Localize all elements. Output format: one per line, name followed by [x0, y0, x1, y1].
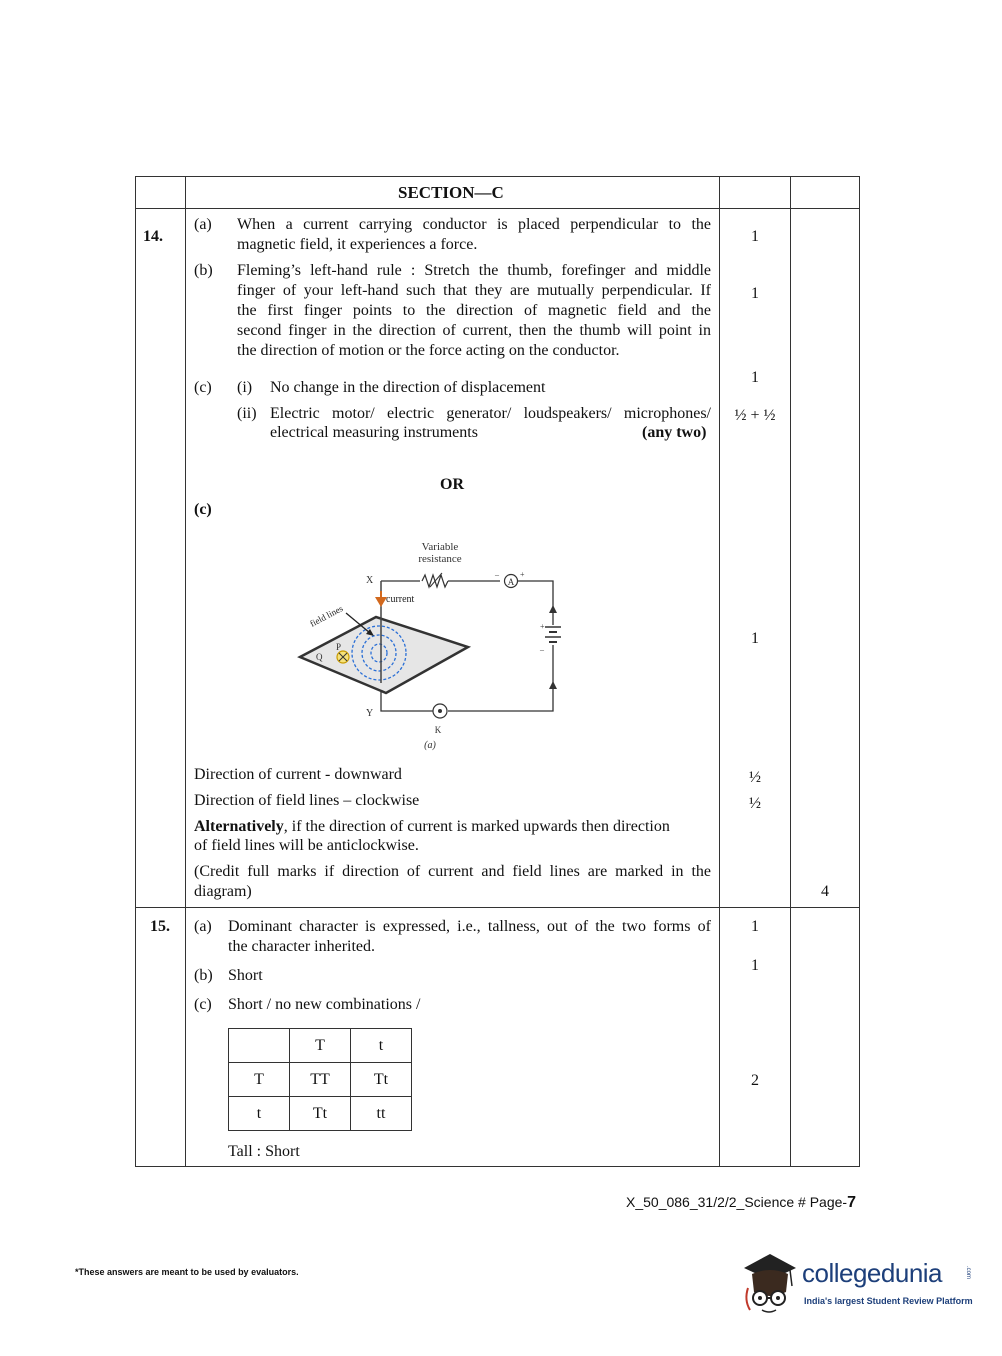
q14-c-ii-suffix: (any two): [642, 424, 707, 441]
collegedunia-logo: [740, 1248, 980, 1320]
q14-b-line2: finger of your left-hand such that they are mutually perpendicular. If: [237, 282, 711, 299]
q14-c-ii-label: (ii): [237, 405, 257, 422]
col-border-number: [185, 176, 186, 1167]
q14-a-mark: 1: [751, 228, 759, 245]
dir-field-mark: ½: [749, 795, 761, 812]
q15-c-mark: 2: [751, 1072, 759, 1089]
q15-a-mark: 1: [751, 918, 759, 935]
mascot-icon: [740, 1248, 802, 1320]
battery-plus: +: [540, 622, 545, 631]
q14-a-line2: magnetic field, it experiences a force.: [237, 236, 478, 253]
q14-b-label: (b): [194, 262, 213, 279]
alternative-bold: Alternatively: [194, 818, 284, 835]
arrow-up-bottom-icon: [549, 681, 557, 689]
q14-c-ii-mark: ½ + ½: [734, 407, 776, 424]
punnett-cell: tt: [351, 1097, 412, 1131]
dir-current: Direction of current - downward: [194, 766, 402, 783]
q14-number: 14.: [143, 228, 163, 245]
table-bottom-border: [135, 1166, 859, 1167]
alternative-line1: [194, 817, 670, 837]
col-border-marks: [790, 176, 791, 1167]
ammeter-plus: +: [520, 570, 525, 579]
disclaimer: *These answers are meant to be used by evaluators.: [75, 1267, 299, 1277]
q15-a-line2: the character inherited.: [228, 938, 376, 955]
q14-c-i-mark: 1: [751, 369, 759, 386]
punnett-cell: t: [229, 1097, 290, 1131]
punnett-cell: Tt: [351, 1063, 412, 1097]
label-y: Y: [366, 708, 374, 719]
punnett-cell: [229, 1029, 290, 1063]
q15-c-label: (c): [194, 996, 212, 1013]
label-p: P: [336, 642, 342, 652]
q15-c-text: Short / no new combinations /: [228, 996, 421, 1013]
table-top-border: [135, 176, 859, 177]
q15-a-label: (a): [194, 918, 212, 935]
q14-b-line3: the first finger points to the direction of magnetic field and the: [237, 302, 711, 319]
col-border-left: [135, 176, 136, 1167]
wire-bottom-right: [448, 645, 553, 711]
q15-number: 15.: [150, 918, 170, 935]
q14-b-line4: second finger in the direction of current, then the thumb will point in: [237, 322, 711, 339]
arrow-up-top-icon: [549, 605, 557, 613]
q15-b-label: (b): [194, 967, 213, 984]
q15-a-line1: Dominant character is expressed, i.e., tallness, out of the two forms of: [228, 918, 711, 935]
q14-total-marks: 4: [821, 883, 829, 900]
q14-c-ii-line1: Electric motor/ electric generator/ loudspeakers/ microphones/: [270, 405, 711, 422]
q15-b-text: Short: [228, 967, 263, 984]
q14-diagram-mark: 1: [751, 630, 759, 647]
label-variable: Variable: [421, 541, 459, 553]
alternative-line2: of field lines will be anticlockwise.: [194, 837, 419, 854]
magnetic-field-diagram: [290, 535, 575, 760]
label-resistance: resistance: [418, 553, 462, 565]
battery-minus: –: [540, 645, 544, 654]
ammeter-minus: –: [495, 570, 499, 579]
col-border-answer: [719, 176, 720, 1167]
page-code: [626, 1194, 856, 1212]
diagram-caption: (a): [424, 740, 436, 751]
label-current: current: [386, 594, 415, 605]
q14-c-ii-line2: electrical measuring instruments: [270, 424, 478, 441]
q14-c-label: (c): [194, 379, 212, 396]
col-border-right: [859, 176, 860, 1167]
punnett-square: [228, 1028, 412, 1131]
q14-c-i-label: (i): [237, 379, 253, 396]
credit-line2: diagram): [194, 883, 252, 900]
header-row-border: [135, 208, 859, 209]
label-q: Q: [316, 652, 323, 662]
punnett-cell: Tt: [290, 1097, 351, 1131]
page-number: 7: [847, 1194, 856, 1211]
q15-ratio: Tall : Short: [228, 1143, 300, 1160]
dir-field: Direction of field lines – clockwise: [194, 792, 420, 809]
key-dot: [438, 709, 442, 713]
cardboard-sheet: [300, 617, 468, 693]
punnett-cell: TT: [290, 1063, 351, 1097]
punnett-row: [229, 1029, 412, 1063]
alternative-rest: , if the direction of current is marked upwards then direction: [283, 818, 670, 835]
logo-name: collegedunia: [802, 1258, 943, 1288]
q14-bottom-border: [135, 907, 859, 908]
credit-line1: (Credit full marks if direction of current and field lines are marked in the: [194, 863, 711, 880]
page-code-text: X_50_086_31/2/2_Science # Page-: [626, 1194, 848, 1210]
punnett-cell: T: [229, 1063, 290, 1097]
punnett-row: [229, 1063, 412, 1097]
q14-c-i-text: No change in the direction of displacement: [270, 379, 546, 396]
q14-a-line1: When a current carrying conductor is placed perpendicular to the: [237, 216, 711, 233]
q14-c-alt-label: (c): [194, 501, 212, 518]
punnett-cell: T: [290, 1029, 351, 1063]
q14-b-line1: Fleming’s left-hand rule : Stretch the thumb, forefinger and middle: [237, 262, 711, 279]
label-x: X: [366, 575, 374, 586]
punnett-cell: t: [351, 1029, 412, 1063]
label-k: K: [434, 725, 442, 735]
punnett-row: [229, 1097, 412, 1131]
section-title: SECTION—C: [398, 183, 504, 202]
label-a: A: [507, 577, 515, 587]
dir-current-mark: ½: [749, 769, 761, 786]
logo-tagline: India's largest Student Review Platform: [804, 1296, 973, 1306]
wire-top-right: [518, 581, 553, 625]
q14-b-line5: the direction of motion or the force acting on the conductor.: [237, 342, 620, 359]
label-field-lines: field lines: [308, 603, 345, 629]
logo-domain: .com: [965, 1266, 971, 1280]
q14-a-label: (a): [194, 216, 212, 233]
q15-b-mark: 1: [751, 957, 759, 974]
q14-b-mark: 1: [751, 285, 759, 302]
or-separator: OR: [440, 476, 464, 493]
